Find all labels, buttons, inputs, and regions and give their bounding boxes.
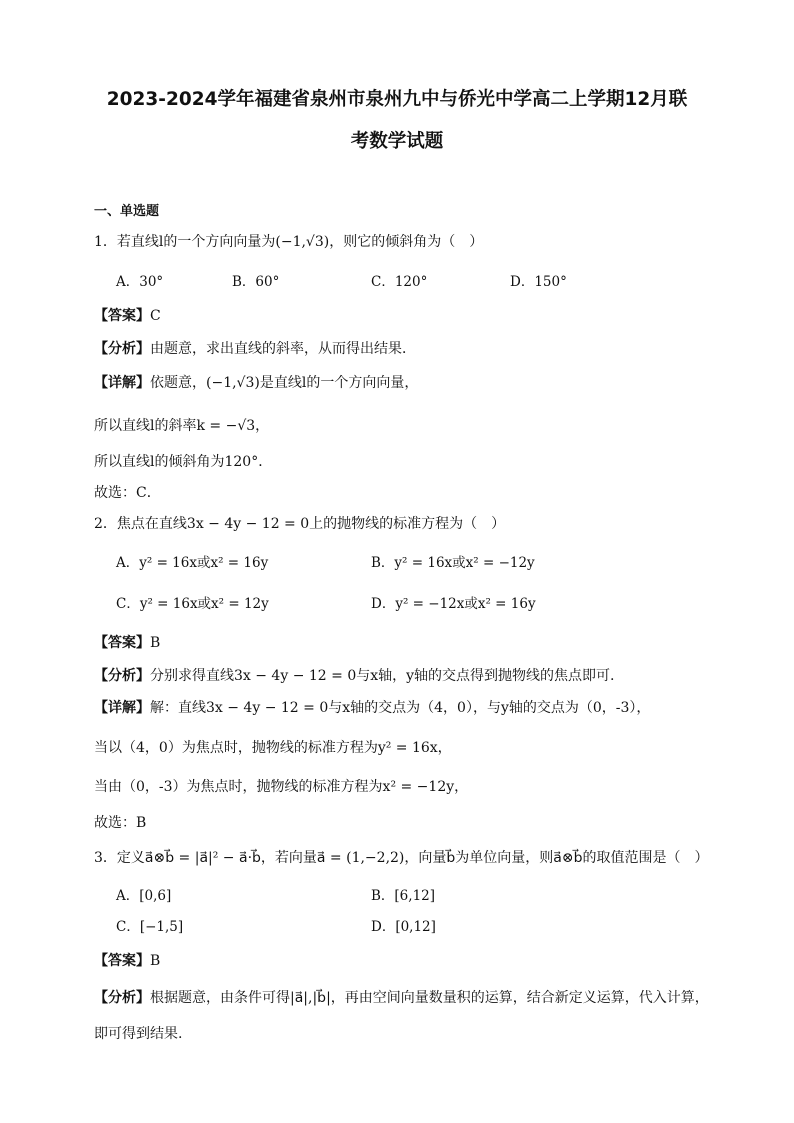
q3-option-b: B．[6,12] — [371, 888, 436, 904]
q1-option-b: B．60° — [232, 274, 280, 290]
q2-analysis-row — [94, 666, 615, 686]
q2-option-c: C．y² = 16x或x² = 12y — [116, 596, 269, 612]
detail-tag: 【详解】 — [94, 375, 150, 391]
q1-analysis-row — [94, 339, 416, 359]
q2-answer-row — [94, 633, 160, 653]
q2-option-b: B．y² = 16x或x² = −12y — [371, 555, 535, 571]
document-title-line-1: 2023-2024学年福建省泉州市泉州九中与侨光中学高二上学期12月联 — [106, 89, 688, 110]
q1-detail-line-2: 所以直线l的斜率k = −√3， — [94, 418, 270, 434]
q3-option-c: C．[−1,5] — [116, 919, 184, 935]
answer-tag: 【答案】 — [94, 635, 150, 651]
q2-detail-line-3: 当由（0，-3）为焦点时，抛物线的标准方程为x² = −12y， — [94, 779, 469, 795]
q1-option-d: D．150° — [510, 274, 567, 290]
q2-detail-row — [94, 698, 650, 718]
q2-option-d: D．y² = −12x或x² = 16y — [371, 596, 536, 612]
q2-detail-line-2: 当以（4，0）为焦点时，抛物线的标准方程为y² = 16x， — [94, 740, 452, 756]
q2-stem: 2．焦点在直线3x − 4y − 12 = 0上的抛物线的标准方程为（ ） — [94, 516, 506, 532]
q3-answer: B — [150, 953, 161, 969]
q2-analysis: 分别求得直线3x − 4y − 12 = 0与x轴，y轴的交点得到抛物线的焦点即可. — [150, 668, 615, 684]
q2-answer: B — [150, 635, 161, 651]
document-title-line-2: 考数学试题 — [350, 131, 444, 152]
q1-option-a: A．30° — [116, 274, 164, 290]
q1-answer: C — [150, 308, 161, 324]
q1-detail-row — [94, 373, 418, 393]
detail-tag: 【详解】 — [94, 700, 150, 716]
q1-detail-line-3: 所以直线l的倾斜角为120°． — [94, 454, 273, 470]
q2-choose: 故选：B — [94, 815, 147, 831]
q3-analysis: 根据题意，由条件可得|a⃗|,|b⃗|，再由空间向量数量积的运算，结合新定义运算，代入计算， — [150, 990, 709, 1006]
q1-choose: 故选：C． — [94, 485, 161, 501]
q2-option-a: A．y² = 16x或x² = 16y — [116, 555, 269, 571]
answer-tag: 【答案】 — [94, 308, 150, 324]
q1-detail: 依题意，(−1,√3)是直线l的一个方向向量， — [150, 375, 419, 391]
q2-detail: 解：直线3x − 4y − 12 = 0与x轴的交点为（4，0），与y轴的交点为（0，-3）， — [150, 700, 651, 716]
q1-answer-row — [94, 306, 161, 326]
section-heading: 一、单选题 — [94, 204, 160, 219]
q3-option-d: D．[0,12] — [371, 919, 436, 935]
q3-stem: 3．定义a⃗⊗b⃗ = |a⃗|² − a⃗·b⃗，若向量a⃗ = (1,−2,2)，向量b⃗为单位向量，则a⃗⊗b⃗的取值范围是（ ） — [94, 850, 709, 866]
analysis-tag: 【分析】 — [94, 668, 150, 684]
q1-stem: 1．若直线l的一个方向向量为(−1,√3)，则它的倾斜角为（ ） — [94, 234, 484, 250]
q1-option-c: C．120° — [371, 274, 428, 290]
analysis-tag: 【分析】 — [94, 990, 150, 1006]
q3-answer-row — [94, 951, 160, 971]
q3-analysis-line-2: 即可得到结果. — [94, 1026, 183, 1042]
q3-analysis-row — [94, 988, 709, 1008]
q3-option-a: A．[0,6] — [116, 888, 172, 904]
analysis-tag: 【分析】 — [94, 341, 150, 357]
q1-analysis: 由题意，求出直线的斜率，从而得出结果． — [150, 341, 416, 357]
answer-tag: 【答案】 — [94, 953, 150, 969]
